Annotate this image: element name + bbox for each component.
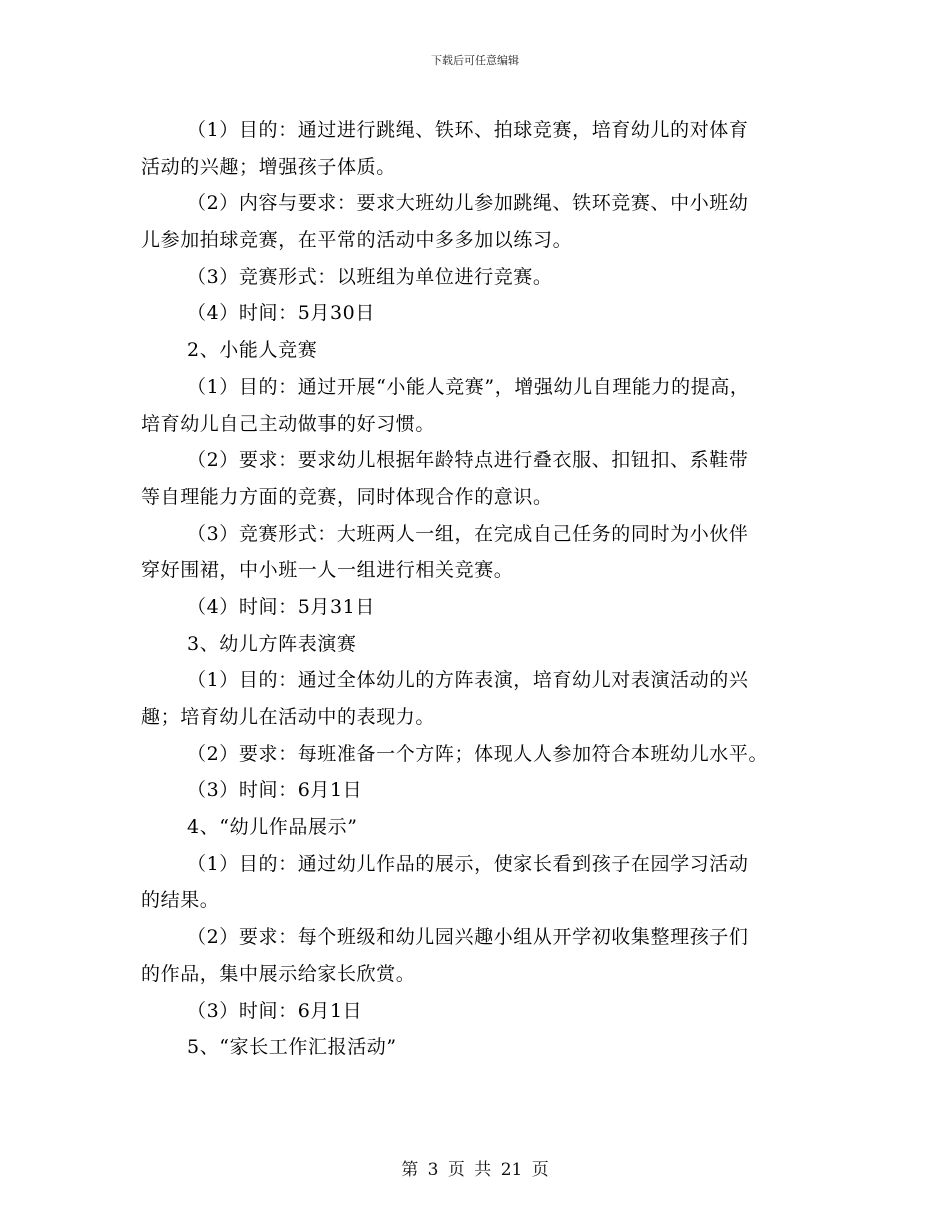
page-footer: 第 3 页 共 21 页 xyxy=(401,1160,549,1180)
text-line: 3、幼儿方阵表演赛 xyxy=(187,632,357,655)
text-line: （2）内容与要求：要求大班幼儿参加跳绳、铁环竞赛、中小班幼 xyxy=(187,192,749,215)
text-line: 活动的兴趣；增强孩子体质。 xyxy=(141,155,396,178)
text-line: 穿好围裙，中小班一人一组进行相关竞赛。 xyxy=(141,559,514,582)
text-line: （1）目的：通过全体幼儿的方阵表演，培育幼儿对表演活动的兴 xyxy=(187,669,749,692)
text-line: 培育幼儿自己主动做事的好习惯。 xyxy=(141,412,436,435)
text-line: 5、“家长工作汇报活动” xyxy=(187,1036,397,1059)
text-line: （2）要求：每班准备一个方阵；体现人人参加符合本班幼儿水平。 xyxy=(187,742,769,765)
page-header: 下载后可任意编辑 xyxy=(431,54,519,67)
text-line: （3）竞赛形式：以班组为单位进行竞赛。 xyxy=(187,265,553,288)
text-line: 趣；培育幼儿在活动中的表现力。 xyxy=(141,706,436,728)
text-line: （3）竞赛形式：大班两人一组，在完成自己任务的同时为小伙伴 xyxy=(187,522,749,545)
text-line: 的作品，集中展示给家长欣赏。 xyxy=(141,962,416,985)
text-line: （4）时间：5月30日 xyxy=(187,302,375,325)
text-line: 2、小能人竞赛 xyxy=(187,339,318,362)
text-line: 的结果。 xyxy=(141,889,220,912)
text-line: （1）目的：通过开展“小能人竞赛”，增强幼儿自理能力的提高， xyxy=(187,375,750,398)
text-line: （2）要求：要求幼儿根据年龄特点进行叠衣服、扣钮扣、系鞋带 xyxy=(187,449,749,472)
text-line: （3）时间：6月1日 xyxy=(187,779,363,802)
text-line: （1）目的：通过进行跳绳、铁环、拍球竞赛，培育幼儿的对体育 xyxy=(187,119,749,141)
text-line: 等自理能力方面的竞赛，同时体现合作的意识。 xyxy=(141,485,553,508)
text-line: 4、“幼儿作品展示” xyxy=(187,816,358,839)
text-line: （1）目的：通过幼儿作品的展示，使家长看到孩子在园学习活动 xyxy=(187,852,749,875)
text-line: 儿参加拍球竞赛，在平常的活动中多多加以练习。 xyxy=(141,229,573,252)
text-line: （4）时间：5月31日 xyxy=(187,595,375,618)
text-line: （2）要求：每个班级和幼儿园兴趣小组从开学初收集整理孩子们 xyxy=(187,926,749,949)
text-line: （3）时间：6月1日 xyxy=(187,999,363,1022)
document-body xyxy=(141,112,821,1066)
